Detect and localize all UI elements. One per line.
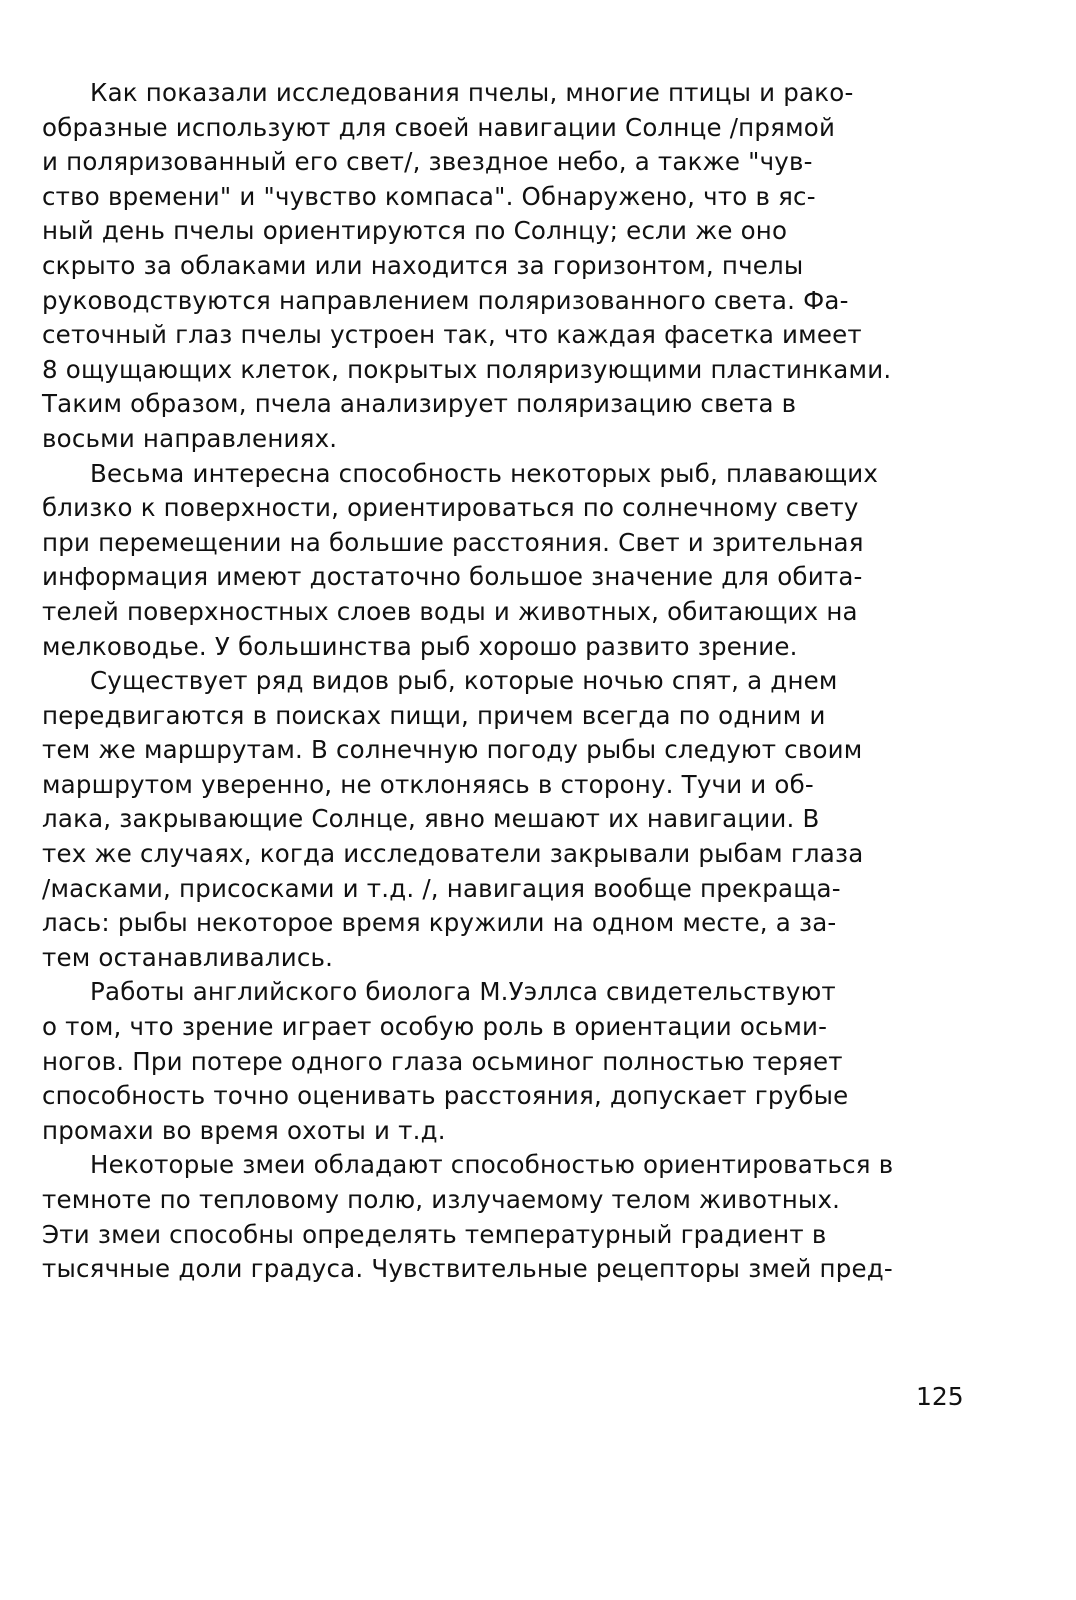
text-line: тем останавливались. <box>42 942 334 972</box>
text-line: передвигаются в поисках пищи, причем всегда по одним и <box>42 700 826 730</box>
body-text <box>42 76 1002 1287</box>
text-line: Таким образом, пчела анализирует поляризацию света в <box>42 389 797 419</box>
text-line: восьми направлениях. <box>42 423 338 453</box>
text-line: 8 ощущающих клеток, покрытых поляризующими пластинками. <box>42 354 892 384</box>
text-line: о том, что зрение играет особую роль в ориентации осьми- <box>42 1012 828 1042</box>
text-line: скрыто за облаками или находится за горизонтом, пчелы <box>42 250 804 280</box>
text-line: Весьма интересна способность некоторых рыб, плавающих <box>90 458 879 488</box>
text-line: лась: рыбы некоторое время кружили на одном месте, а за- <box>42 908 837 938</box>
text-line: промахи во время охоты и т.д. <box>42 1115 446 1145</box>
text-line: ный день пчелы ориентируются по Солнцу; если же оно <box>42 216 788 246</box>
text-line: при перемещении на большие расстояния. Свет и зрительная <box>42 527 864 557</box>
text-line: Некоторые змеи обладают способностью ориентироваться в <box>90 1150 894 1180</box>
text-line: мелководье. У большинства рыб хорошо развито зрение. <box>42 631 798 661</box>
text-line: тех же случаях, когда исследователи закрывали рыбам глаза <box>42 839 864 869</box>
text-line: тысячные доли градуса. Чувствительные рецепторы змей пред- <box>42 1254 893 1284</box>
text-line: Как показали исследования пчелы, многие птицы и рако- <box>90 78 854 107</box>
text-line: близко к поверхности, ориентироваться по солнечному свету <box>42 493 859 523</box>
text-line: лака, закрывающие Солнце, явно мешают их навигации. В <box>42 804 820 834</box>
text-line: темноте по тепловому полю, излучаемому телом животных. <box>42 1185 841 1214</box>
text-line: руководствуются направлением поляризованного света. Фа- <box>42 285 849 315</box>
text-line: Работы английского биолога М.Уэллса свидетельствуют <box>90 977 836 1007</box>
text-line: ногов. При потере одного глаза осьминог полностью теряет <box>42 1046 843 1076</box>
text-line: ство времени" и "чувство компаса". Обнаружено, что в яс- <box>42 181 816 211</box>
text-line: информация имеют достаточно большое значение для обита- <box>42 562 863 592</box>
text-line: тем же маршрутам. В солнечную погоду рыбы следуют своим <box>42 735 863 765</box>
text-line: маршрутом уверенно, не отклоняясь в сторону. Тучи и об- <box>42 769 814 799</box>
text-line: Существует ряд видов рыб, которые ночью спят, а днем <box>90 666 838 696</box>
text-line: Эти змеи способны определять температурный градиент в <box>42 1219 827 1249</box>
text-line: сеточный глаз пчелы устроен так, что каждая фасетка имеет <box>42 320 862 350</box>
text-line: и поляризованный его свет/, звездное небо, а также "чув- <box>42 147 813 177</box>
text-line: образные используют для своей навигации Солнце /прямой <box>42 112 836 142</box>
text-line: /масками, присосками и т.д. /, навигация вообще прекраща- <box>42 873 841 903</box>
text-line: способность точно оценивать расстояния, допускает грубые <box>42 1081 849 1111</box>
page-number: 125 <box>916 1382 964 1411</box>
text-line: телей поверхностных слоев воды и животных, обитающих на <box>42 596 858 626</box>
